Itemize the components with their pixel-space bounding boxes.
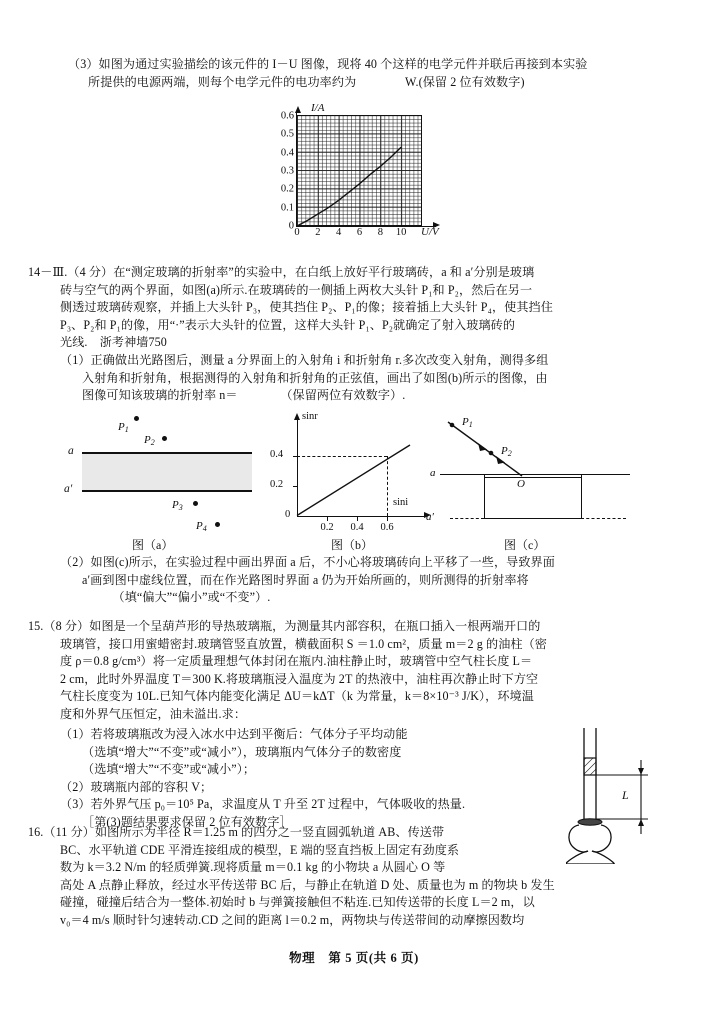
fig-c-point-o-label: O xyxy=(517,478,525,490)
q13-part3-line-1: （3）如图为通过实验描绘的该元件的 I－U 图像，现将 40 个这样的电学元件并联后再接到本实验 xyxy=(68,57,588,71)
q13-part3-line-2: 所提供的电源两端，则每个电学元件的电功率约为 W.(保留 2 位有效数字) xyxy=(88,74,525,89)
figure-c-caption: 图（c） xyxy=(504,538,546,552)
question-15-subparts xyxy=(60,726,560,832)
interface-a-prime-line xyxy=(82,490,252,492)
q15-part3: （3）若外界气压 p₀＝10⁵ Pa，求温度从 T 升至 2T 过程中，气体吸收的热量. xyxy=(60,797,466,812)
pin-p1-sub: 1 xyxy=(124,425,129,434)
q16-line-6: v₀＝4 m/s 顺时针匀速转动.CD 之间的距离 l＝0.2 m，两物块与传送带间的动摩擦因数均 xyxy=(60,912,525,927)
pin-p3-sub: 3 xyxy=(178,503,183,512)
pin-p2-letter: P xyxy=(144,434,151,446)
pin-p3-dot xyxy=(193,501,198,506)
fig-b-xtick-label-0.6: 0.6 xyxy=(380,522,394,533)
pin-p2-label xyxy=(144,434,155,447)
q14-part1-line-2: 入射角和折射角，根据测得的入射角和折射角的正弦值，画出了如图(b)所示的图像，由 xyxy=(82,370,548,385)
fig-b-line-series xyxy=(283,412,451,554)
pin-p1-label xyxy=(118,421,129,434)
fig-c-pin-p2-label xyxy=(501,445,512,458)
q14-part2-line-2: a′画到图中虚线位置，而在作光路图时界面 a 仍为开始所画的，则所测得的折射率将 xyxy=(82,572,554,587)
q16-line-1: 16.（11 分）如图所示为半径 R＝1.25 m 的四分之一竖直圆弧轨道 AB、传送带 xyxy=(28,825,445,839)
q14-line-4: P₃、P₂和 P₁的像，用“·”表示大头针的位置，这样大头针 P₁、P₂就确定了射入玻璃砖的 xyxy=(60,317,516,332)
q15-note: ［第(3)题结果要求保留 2 位有效数字］ xyxy=(82,814,292,829)
fig-b-x-axis-label: sini xyxy=(393,497,409,508)
fig-c-p1-sub: 1 xyxy=(468,420,473,429)
q14-line-1: 14－Ⅲ.（4 分）在“测定玻璃的折射率”的实验中，在白纸上放好平行玻璃砖，a 和 a′分别是玻璃 xyxy=(28,265,535,279)
fig-c-interface-a-prime-label: a′ xyxy=(426,511,434,523)
fig-c-pin-p1-label xyxy=(462,416,473,429)
q15-line-3: 度 ρ＝0.8 g/cm³）将一定质量理想气体封闭在瓶内.油柱静止时，玻璃管中空气柱长度 L＝ xyxy=(60,654,533,669)
chart-ytick-0.4: 0.4 xyxy=(280,147,294,159)
q15-line-1: 15.（8 分）如图是一个呈葫芦形的导热玻璃瓶，为测量其内部容积，在瓶口插入一根两端开口的 xyxy=(28,619,541,633)
q14-part1-line-1: （1）正确做出光路图后，测量 a 分界面上的入射角 i 和折射角 r.多次改变入射角，测得多组 xyxy=(60,353,549,367)
chart-plot-area xyxy=(280,110,421,238)
chart-x-axis-label: U/V xyxy=(421,226,439,238)
chart-xtick-6: 6 xyxy=(356,227,363,238)
pin-p4-dot xyxy=(215,522,220,527)
fig-b-xtick-label-0.2: 0.2 xyxy=(320,522,334,533)
chart-ytick-0.1: 0.1 xyxy=(280,202,294,214)
chart-y-axis-label: I/A xyxy=(311,102,325,114)
interface-a-prime-label: a′ xyxy=(64,483,73,495)
figure-b-caption: 图（b） xyxy=(331,538,374,552)
q14-line-2: 砖与空气的两个界面，如图(a)所示.在玻璃砖的一侧插上两枚大头针 P₁和 P₂，然后在另一 xyxy=(60,282,533,297)
fig-c-p1-letter: P xyxy=(462,416,469,428)
figure-b-sinr-vs-sini-chart xyxy=(270,411,451,554)
figure-a-glass-slab xyxy=(62,412,294,554)
fig-b-y-axis-label: sinr xyxy=(302,411,318,422)
pin-p3-label xyxy=(172,499,183,512)
q15-line-4: 2 cm，此时外界温度 T＝300 K.将玻璃瓶浸入温度为 2T 的热液中，油柱再次静止时下方空 xyxy=(60,671,539,686)
figure-c-shifted-slab xyxy=(426,412,666,554)
q14-part1-line-3: 图像可知该玻璃的折射率 n＝ （保留两位有效数字）. xyxy=(82,388,406,403)
pin-p4-sub: 4 xyxy=(202,524,207,533)
page-footer: 物理 第 5 页(共 6 页) xyxy=(289,951,419,965)
question-16 xyxy=(28,824,688,930)
q14-line-3: 侧透过玻璃砖观察，并插上大头针 P₃，使其挡住 P₂、P₁的像；接着插上大头针 P₄，使其挡住 xyxy=(60,300,553,315)
pin-p2-dot xyxy=(162,436,167,441)
fig-b-ytick-label-0.4: 0.4 xyxy=(270,449,284,460)
q16-line-3: 数为 k＝3.2 N/m 的轻质弹簧.现将质量 m＝0.1 kg 的小物块 a 从圆心 O 等 xyxy=(60,860,446,875)
fig-b-ytick-label-0.2: 0.2 xyxy=(270,479,284,490)
iu-characteristic-chart xyxy=(258,104,458,252)
q15-part1-line-2: （选填“增大”“不变”或“减小”），玻璃瓶内气体分子的数密度 xyxy=(82,744,451,759)
q14-line-5: 光线. 浙考神墙750 xyxy=(60,335,167,350)
question-14-part1 xyxy=(60,352,690,405)
fig-c-p2-letter: P xyxy=(501,445,508,457)
glass-slab-body xyxy=(82,454,252,490)
q16-line-4: 高处 A 点静止释放，经过水平传送带 BC 后，与静止在轨道 D 处、质量也为 m 的物块 b 发生 xyxy=(60,877,555,892)
figure-a-caption: 图（a） xyxy=(132,538,174,552)
q15-part1-line-1: （1）若将玻璃瓶改为浸入冰水中达到平衡后：气体分子平均动能 xyxy=(60,727,457,741)
q15-part1-line-3: （选填“增大”“不变”或“减小”）； xyxy=(82,762,256,777)
pin-p4-letter: P xyxy=(196,520,203,532)
question-14 xyxy=(28,264,688,352)
pin-p2-sub: 2 xyxy=(150,438,155,447)
fig-b-origin-label: 0 xyxy=(285,509,291,520)
chart-xtick-10: 10 xyxy=(395,227,407,238)
chart-xtick-0: 0 xyxy=(294,227,300,238)
fig-c-incident-ray xyxy=(434,412,666,554)
question-15 xyxy=(28,618,688,724)
flask-length-label: L xyxy=(622,788,629,802)
q15-line-6: 度和外界气压恒定，油未溢出.求： xyxy=(60,706,247,721)
q14-part2-line-3: （填“偏大”“偏小”或“不变”）. xyxy=(82,590,271,605)
question-13-part3 xyxy=(68,56,678,91)
chart-ytick-0.2: 0.2 xyxy=(280,183,294,195)
pin-p4-label xyxy=(196,520,207,533)
pin-p1-letter: P xyxy=(118,421,125,433)
chart-xtick-8: 8 xyxy=(377,227,383,238)
q15-line-2: 玻璃管，接口用蜜蜡密封.玻璃管竖直放置，横截面积 S ＝1.0 cm²，质量 m＝2 g 的油柱（密 xyxy=(60,636,548,651)
pin-p1-dot xyxy=(134,416,139,421)
fig-b-xtick-label-0.4: 0.4 xyxy=(350,522,364,533)
question-14-part2 xyxy=(60,554,690,607)
chart-xtick-2: 2 xyxy=(315,227,321,238)
q15-line-5: 气柱长度变为 10L.已知气体内能变化满足 ΔU＝kΔT（k 为常量，k＝8×10⁻³ J/K），环境温 xyxy=(60,689,534,704)
fig-c-p2-sub: 2 xyxy=(507,449,512,458)
q16-line-5: 碰撞，碰撞后结合为一整体.初始时 b 与弹簧接触但不粘连.已知传送带的长度 L＝2 m，以 xyxy=(60,895,535,910)
interface-a-label: a xyxy=(68,445,74,457)
chart-ytick-0.6: 0.6 xyxy=(280,110,294,122)
q16-line-2: BC、水平轨道 CDE 平滑连接组成的模型，E 端的竖直挡板上固定有劲度系 xyxy=(60,842,460,857)
chart-ytick-0: 0 xyxy=(288,220,294,232)
q14-part2-line-1: （2）如图(c)所示，在实验过程中画出界面 a 后，不小心将玻璃砖向上平移了一些，导致界面 xyxy=(60,555,555,569)
q15-part2: （2）玻璃瓶内部的容积 V； xyxy=(60,779,213,794)
chart-curve xyxy=(297,116,422,226)
fig-c-interface-a-label: a xyxy=(430,467,436,479)
chart-ytick-0.5: 0.5 xyxy=(280,128,294,140)
chart-xtick-4: 4 xyxy=(336,227,342,238)
pin-p3-letter: P xyxy=(172,499,179,511)
chart-ytick-0.3: 0.3 xyxy=(280,165,294,177)
